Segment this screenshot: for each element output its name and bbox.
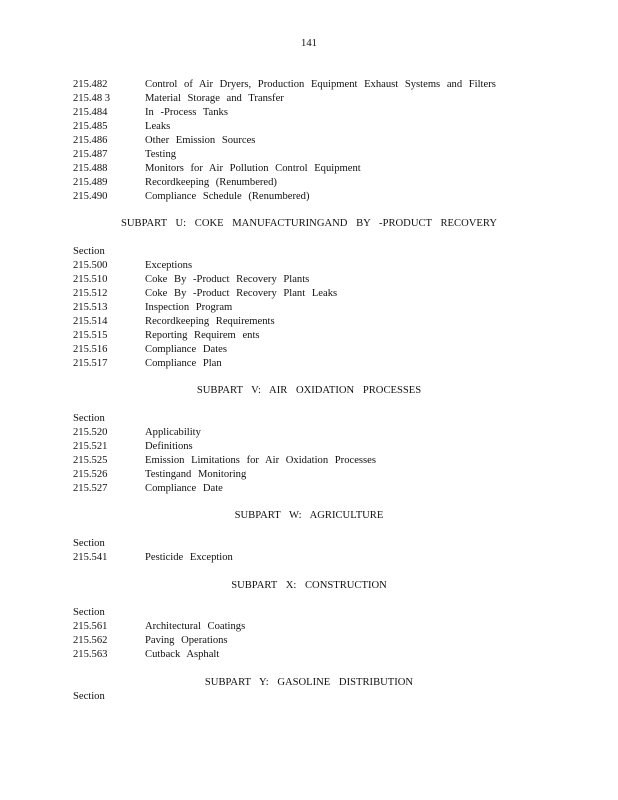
- subpart-x-rows: [73, 620, 533, 662]
- toc-row: [73, 343, 533, 357]
- section-title: Testing: [145, 149, 177, 160]
- section-number: 215.561: [73, 621, 108, 632]
- subpart-v-heading: SUBPART V: AIR OXIDATION PROCESSES: [196, 385, 422, 396]
- section-number: 215.527: [73, 483, 108, 494]
- section-number: 215.510: [73, 274, 108, 285]
- section-number: 215.48 3: [73, 93, 111, 104]
- section-title: Paving Operations: [145, 635, 228, 646]
- section-title: Applicability: [145, 427, 201, 438]
- toc-row: [73, 92, 533, 106]
- section-title: Recordkeeping (Renumbered): [145, 177, 277, 188]
- toc-row: [73, 134, 533, 148]
- section-number: 215.525: [73, 455, 108, 466]
- section-number: 215.515: [73, 330, 108, 341]
- toc-row: [73, 190, 533, 204]
- section-number: 215.486: [73, 135, 108, 146]
- toc-row: [73, 148, 533, 162]
- toc-row: [73, 551, 533, 565]
- toc-row: [73, 648, 533, 662]
- section-number: 215.482: [73, 79, 108, 90]
- toc-row: [73, 315, 533, 329]
- subpart-x-list: [73, 606, 533, 662]
- subpart-y-heading: SUBPART Y: GASOLINE DISTRIBUTION: [204, 677, 414, 688]
- section-title: Monitors for Air Pollution Control Equipment: [145, 163, 361, 174]
- toc-row: [73, 468, 533, 482]
- section-number: 215.562: [73, 635, 108, 646]
- section-number: 215.516: [73, 344, 108, 355]
- section-title: Material Storage and Transfer: [145, 93, 284, 104]
- section-title: Compliance Plan: [145, 358, 222, 369]
- toc-row: [73, 176, 533, 190]
- section-title: Cutback Asphalt: [145, 649, 220, 660]
- toc-row: [73, 426, 533, 440]
- section-label: Section: [73, 691, 105, 702]
- toc-row: [73, 259, 533, 273]
- subpart-t-continued-list: [73, 78, 533, 204]
- toc-row: [73, 357, 533, 371]
- section-title: Compliance Dates: [145, 344, 227, 355]
- subpart-u-list: [73, 245, 533, 371]
- toc-row: [73, 106, 533, 120]
- page-number: 141: [301, 38, 317, 49]
- subpart-w-list: [73, 537, 533, 565]
- section-number: 215.489: [73, 177, 108, 188]
- toc-row: [73, 329, 533, 343]
- toc-row: [73, 120, 533, 134]
- section-number: 215.526: [73, 469, 108, 480]
- section-title: Emission Limitations for Air Oxidation Processes: [145, 455, 376, 466]
- section-title: Coke By -Product Recovery Plants: [145, 274, 310, 285]
- section-title: In -Process Tanks: [145, 107, 228, 118]
- subpart-u-rows: [73, 259, 533, 371]
- section-title: Pesticide Exception: [145, 552, 233, 563]
- section-label: Section: [73, 413, 105, 424]
- section-number: 215.488: [73, 163, 108, 174]
- subpart-w-rows: [73, 551, 533, 565]
- section-number: 215.563: [73, 649, 108, 660]
- section-title: Definitions: [145, 441, 193, 452]
- subpart-w-heading: SUBPART W: AGRICULTURE: [234, 510, 384, 521]
- toc-row: [73, 634, 533, 648]
- section-number: 215.512: [73, 288, 108, 299]
- toc-row: [73, 620, 533, 634]
- section-title: Inspection Program: [145, 302, 233, 313]
- section-label: Section: [73, 538, 105, 549]
- section-number: 215.521: [73, 441, 108, 452]
- section-title: Recordkeeping Requirements: [145, 316, 275, 327]
- section-title: Architectural Coatings: [145, 621, 246, 632]
- section-label: Section: [73, 607, 105, 618]
- section-number: 215.485: [73, 121, 108, 132]
- toc-row: [73, 482, 533, 496]
- section-number: 215.517: [73, 358, 108, 369]
- section-title: Control of Air Dryers, Production Equipment Exhaust Systems and Filters: [145, 79, 496, 90]
- section-number: 215.500: [73, 260, 108, 271]
- section-title: Compliance Schedule (Renumbered): [145, 191, 310, 202]
- toc-row: [73, 454, 533, 468]
- section-number: 215.484: [73, 107, 108, 118]
- section-number: 215.514: [73, 316, 108, 327]
- section-title: Other Emission Sources: [145, 135, 256, 146]
- section-title: Coke By -Product Recovery Plant Leaks: [145, 288, 338, 299]
- toc-row: [73, 301, 533, 315]
- section-title: Exceptions: [145, 260, 193, 271]
- subpart-v-list: [73, 412, 533, 496]
- toc-row: [73, 440, 533, 454]
- section-number: 215.487: [73, 149, 108, 160]
- section-number: 215.541: [73, 552, 108, 563]
- toc-row: [73, 162, 533, 176]
- subpart-v-rows: [73, 426, 533, 496]
- section-label: Section: [73, 246, 105, 257]
- subpart-x-heading: SUBPART X: CONSTRUCTION: [231, 580, 387, 591]
- subpart-y-list: [73, 690, 533, 704]
- section-title: Reporting Requirem ents: [145, 330, 260, 341]
- section-number: 215.520: [73, 427, 108, 438]
- toc-row: [73, 273, 533, 287]
- section-title: Leaks: [145, 121, 171, 132]
- section-title: Compliance Date: [145, 483, 223, 494]
- section-title: Testingand Monitoring: [145, 469, 247, 480]
- section-number: 215.490: [73, 191, 108, 202]
- subpart-u-heading: SUBPART U: COKE MANUFACTURINGAND BY -PRODUCT RECOVERY: [121, 218, 497, 229]
- toc-row: [73, 287, 533, 301]
- toc-row: [73, 78, 533, 92]
- section-number: 215.513: [73, 302, 108, 313]
